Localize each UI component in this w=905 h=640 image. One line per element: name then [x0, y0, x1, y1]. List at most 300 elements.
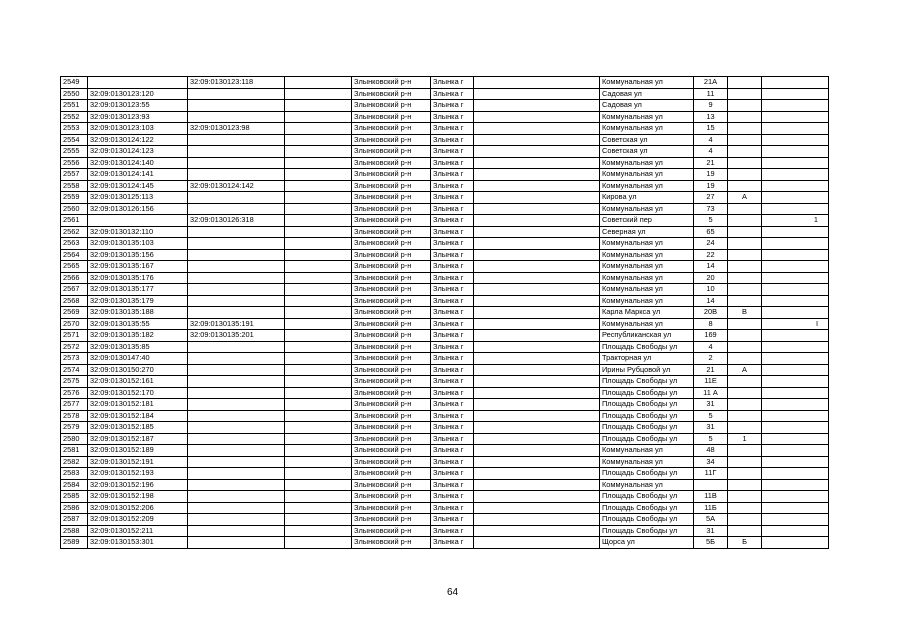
- cadastral-number: 32:09:0130147:40: [88, 353, 188, 365]
- cadastral-number-2: [188, 169, 285, 181]
- locality: Злынка г: [431, 456, 474, 468]
- locality: Злынка г: [431, 226, 474, 238]
- table-row: [61, 479, 829, 491]
- flag: [762, 192, 829, 204]
- house-number: 11Г: [694, 468, 728, 480]
- house-number: 14: [694, 295, 728, 307]
- table-row: [61, 249, 829, 261]
- locality: Злынка г: [431, 376, 474, 388]
- cadastral-number: 32:09:0130135:103: [88, 238, 188, 250]
- street: Коммунальная ул: [600, 203, 694, 215]
- cadastral-number: 32:09:0130126:156: [88, 203, 188, 215]
- empty-cell: [285, 318, 352, 330]
- house-letter: [728, 123, 762, 135]
- table-row: [61, 422, 829, 434]
- empty-cell: [285, 284, 352, 296]
- district: Злынковский р-н: [352, 433, 431, 445]
- empty-cell: [474, 433, 600, 445]
- flag: I: [762, 318, 829, 330]
- empty-cell: [474, 330, 600, 342]
- district: Злынковский р-н: [352, 307, 431, 319]
- empty-cell: [474, 180, 600, 192]
- flag: [762, 238, 829, 250]
- table-body: [61, 77, 829, 549]
- flag: [762, 261, 829, 273]
- street: Советская ул: [600, 134, 694, 146]
- locality: Злынка г: [431, 215, 474, 227]
- cadastral-number: 32:09:0130124:123: [88, 146, 188, 158]
- cadastral-number: 32:09:0130135:188: [88, 307, 188, 319]
- cadastral-number-2: [188, 249, 285, 261]
- district: Злынковский р-н: [352, 169, 431, 181]
- cadastral-number: 32:09:0130152:181: [88, 399, 188, 411]
- street: Щорса ул: [600, 537, 694, 549]
- flag: [762, 491, 829, 503]
- house-number: 21: [694, 157, 728, 169]
- flag: [762, 341, 829, 353]
- row-number: 2555: [61, 146, 88, 158]
- cadastral-number: 32:09:0130153:301: [88, 537, 188, 549]
- row-number: 2575: [61, 376, 88, 388]
- street: Площадь Свободы ул: [600, 387, 694, 399]
- table-row: [61, 111, 829, 123]
- district: Злынковский р-н: [352, 330, 431, 342]
- flag: [762, 157, 829, 169]
- empty-cell: [285, 77, 352, 89]
- district: Злынковский р-н: [352, 295, 431, 307]
- locality: Злынка г: [431, 479, 474, 491]
- empty-cell: [474, 295, 600, 307]
- table-row: [61, 88, 829, 100]
- empty-cell: [285, 169, 352, 181]
- row-number: 2574: [61, 364, 88, 376]
- district: Злынковский р-н: [352, 491, 431, 503]
- empty-cell: [474, 468, 600, 480]
- locality: Злынка г: [431, 330, 474, 342]
- flag: [762, 525, 829, 537]
- flag: [762, 249, 829, 261]
- empty-cell: [285, 399, 352, 411]
- empty-cell: [474, 272, 600, 284]
- house-letter: [728, 238, 762, 250]
- row-number: 2559: [61, 192, 88, 204]
- street: Площадь Свободы ул: [600, 491, 694, 503]
- street: Коммунальная ул: [600, 479, 694, 491]
- cadastral-number-2: [188, 238, 285, 250]
- row-number: 2558: [61, 180, 88, 192]
- district: Злынковский р-н: [352, 226, 431, 238]
- flag: [762, 134, 829, 146]
- cadastral-number: 32:09:0130135:55: [88, 318, 188, 330]
- locality: Злынка г: [431, 399, 474, 411]
- table-row: [61, 169, 829, 181]
- house-number: 9: [694, 100, 728, 112]
- table-row: [61, 433, 829, 445]
- cadastral-number: 32:09:0130152:191: [88, 456, 188, 468]
- house-letter: [728, 387, 762, 399]
- cadastral-number-2: [188, 307, 285, 319]
- empty-cell: [474, 226, 600, 238]
- cadastral-number: 32:09:0130124:145: [88, 180, 188, 192]
- table-row: [61, 192, 829, 204]
- street: Коммунальная ул: [600, 456, 694, 468]
- empty-cell: [285, 192, 352, 204]
- cadastral-number-2: [188, 226, 285, 238]
- house-letter: [728, 284, 762, 296]
- cadastral-number-2: [188, 261, 285, 273]
- district: Злынковский р-н: [352, 238, 431, 250]
- district: Злынковский р-н: [352, 134, 431, 146]
- flag: [762, 203, 829, 215]
- table-row: [61, 445, 829, 457]
- house-letter: [728, 491, 762, 503]
- empty-cell: [285, 238, 352, 250]
- row-number: 2556: [61, 157, 88, 169]
- district: Злынковский р-н: [352, 146, 431, 158]
- locality: Злынка г: [431, 111, 474, 123]
- row-number: 2562: [61, 226, 88, 238]
- row-number: 2576: [61, 387, 88, 399]
- row-number: 2572: [61, 341, 88, 353]
- cadastral-number-2: [188, 387, 285, 399]
- locality: Злынка г: [431, 180, 474, 192]
- row-number: 2570: [61, 318, 88, 330]
- locality: Злынка г: [431, 100, 474, 112]
- row-number: 2565: [61, 261, 88, 273]
- locality: Злынка г: [431, 134, 474, 146]
- table-row: [61, 261, 829, 273]
- row-number: 2577: [61, 399, 88, 411]
- street: Ирины Рубцовой ул: [600, 364, 694, 376]
- table-row: [61, 100, 829, 112]
- cadastral-number-2: [188, 295, 285, 307]
- flag: [762, 272, 829, 284]
- district: Злынковский р-н: [352, 272, 431, 284]
- flag: [762, 502, 829, 514]
- empty-cell: [285, 341, 352, 353]
- cadastral-number: 32:09:0130135:85: [88, 341, 188, 353]
- cadastral-number: 32:09:0130124:140: [88, 157, 188, 169]
- cadastral-number-2: [188, 341, 285, 353]
- empty-cell: [474, 514, 600, 526]
- district: Злынковский р-н: [352, 249, 431, 261]
- house-number: 24: [694, 238, 728, 250]
- cadastral-number: 32:09:0130135:156: [88, 249, 188, 261]
- cadastral-number: 32:09:0130123:93: [88, 111, 188, 123]
- flag: [762, 445, 829, 457]
- locality: Злынка г: [431, 537, 474, 549]
- row-number: 2580: [61, 433, 88, 445]
- house-number: 4: [694, 134, 728, 146]
- locality: Злынка г: [431, 307, 474, 319]
- house-number: 73: [694, 203, 728, 215]
- empty-cell: [474, 456, 600, 468]
- empty-cell: [474, 100, 600, 112]
- cadastral-number-2: [188, 537, 285, 549]
- locality: Злынка г: [431, 364, 474, 376]
- house-letter: [728, 169, 762, 181]
- cadastral-number-2: [188, 399, 285, 411]
- row-number: 2583: [61, 468, 88, 480]
- table-row: [61, 295, 829, 307]
- empty-cell: [474, 410, 600, 422]
- cadastral-number: 32:09:0130152:209: [88, 514, 188, 526]
- empty-cell: [285, 387, 352, 399]
- empty-cell: [285, 100, 352, 112]
- house-letter: [728, 410, 762, 422]
- cadastral-number-2: [188, 456, 285, 468]
- house-number: 21А: [694, 77, 728, 89]
- cadastral-number-2: [188, 111, 285, 123]
- empty-cell: [285, 272, 352, 284]
- house-letter: [728, 330, 762, 342]
- cadastral-number-2: [188, 272, 285, 284]
- row-number: 2584: [61, 479, 88, 491]
- cadastral-number: 32:09:0130150:270: [88, 364, 188, 376]
- house-number: 5: [694, 433, 728, 445]
- house-letter: [728, 456, 762, 468]
- cadastral-number: 32:09:0130125:113: [88, 192, 188, 204]
- table-row: [61, 123, 829, 135]
- house-letter: [728, 341, 762, 353]
- cadastral-number: 32:09:0130123:120: [88, 88, 188, 100]
- register-table: [60, 76, 829, 549]
- house-number: 10: [694, 284, 728, 296]
- empty-cell: [474, 387, 600, 399]
- district: Злынковский р-н: [352, 364, 431, 376]
- row-number: 2573: [61, 353, 88, 365]
- empty-cell: [474, 376, 600, 388]
- house-number: 2: [694, 353, 728, 365]
- cadastral-number-2: [188, 192, 285, 204]
- table-row: [61, 502, 829, 514]
- cadastral-number-2: [188, 433, 285, 445]
- cadastral-number-2: [188, 445, 285, 457]
- street: Коммунальная ул: [600, 180, 694, 192]
- house-letter: [728, 525, 762, 537]
- district: Злынковский р-н: [352, 399, 431, 411]
- house-letter: [728, 157, 762, 169]
- empty-cell: [474, 88, 600, 100]
- table-row: [61, 330, 829, 342]
- empty-cell: [285, 479, 352, 491]
- empty-cell: [474, 445, 600, 457]
- empty-cell: [285, 468, 352, 480]
- cadastral-number: 32:09:0130152:187: [88, 433, 188, 445]
- house-number: 169: [694, 330, 728, 342]
- flag: [762, 123, 829, 135]
- district: Злынковский р-н: [352, 100, 431, 112]
- row-number: 2560: [61, 203, 88, 215]
- house-letter: В: [728, 307, 762, 319]
- district: Злынковский р-н: [352, 514, 431, 526]
- district: Злынковский р-н: [352, 123, 431, 135]
- row-number: 2587: [61, 514, 88, 526]
- row-number: 2564: [61, 249, 88, 261]
- cadastral-number: 32:09:0130152:184: [88, 410, 188, 422]
- house-letter: А: [728, 192, 762, 204]
- locality: Злынка г: [431, 502, 474, 514]
- table-row: [61, 456, 829, 468]
- flag: [762, 111, 829, 123]
- district: Злынковский р-н: [352, 422, 431, 434]
- empty-cell: [285, 525, 352, 537]
- table-row: [61, 537, 829, 549]
- empty-cell: [285, 376, 352, 388]
- locality: Злынка г: [431, 157, 474, 169]
- locality: Злынка г: [431, 249, 474, 261]
- locality: Злынка г: [431, 261, 474, 273]
- district: Злынковский р-н: [352, 479, 431, 491]
- locality: Злынка г: [431, 318, 474, 330]
- cadastral-number-2: [188, 134, 285, 146]
- empty-cell: [474, 537, 600, 549]
- house-number: 15: [694, 123, 728, 135]
- cadastral-number: 32:09:0130135:179: [88, 295, 188, 307]
- cadastral-number-2: 32:09:0130124:142: [188, 180, 285, 192]
- district: Злынковский р-н: [352, 410, 431, 422]
- house-number: 20: [694, 272, 728, 284]
- flag: [762, 479, 829, 491]
- row-number: 2561: [61, 215, 88, 227]
- district: Злынковский р-н: [352, 157, 431, 169]
- flag: [762, 226, 829, 238]
- locality: Злынка г: [431, 341, 474, 353]
- empty-cell: [285, 422, 352, 434]
- empty-cell: [285, 330, 352, 342]
- house-letter: 1: [728, 433, 762, 445]
- district: Злынковский р-н: [352, 88, 431, 100]
- flag: [762, 376, 829, 388]
- empty-cell: [285, 88, 352, 100]
- house-number: 11: [694, 88, 728, 100]
- empty-cell: [474, 192, 600, 204]
- empty-cell: [474, 261, 600, 273]
- cadastral-number-2: [188, 422, 285, 434]
- empty-cell: [285, 146, 352, 158]
- cadastral-number-2: [188, 100, 285, 112]
- empty-cell: [474, 502, 600, 514]
- house-letter: [728, 445, 762, 457]
- table-row: [61, 353, 829, 365]
- cadastral-number-2: 32:09:0130126:318: [188, 215, 285, 227]
- house-letter: [728, 215, 762, 227]
- empty-cell: [474, 284, 600, 296]
- table-row: [61, 341, 829, 353]
- row-number: 2549: [61, 77, 88, 89]
- empty-cell: [474, 134, 600, 146]
- flag: [762, 295, 829, 307]
- house-letter: [728, 180, 762, 192]
- district: Злынковский р-н: [352, 502, 431, 514]
- row-number: 2588: [61, 525, 88, 537]
- cadastral-number-2: [188, 364, 285, 376]
- flag: [762, 77, 829, 89]
- house-number: 27: [694, 192, 728, 204]
- row-number: 2557: [61, 169, 88, 181]
- flag: [762, 284, 829, 296]
- house-letter: [728, 203, 762, 215]
- cadastral-number-2: [188, 203, 285, 215]
- street: Площадь Свободы ул: [600, 514, 694, 526]
- row-number: 2552: [61, 111, 88, 123]
- street: Площадь Свободы ул: [600, 341, 694, 353]
- empty-cell: [474, 318, 600, 330]
- empty-cell: [285, 514, 352, 526]
- table-row: [61, 525, 829, 537]
- flag: [762, 468, 829, 480]
- empty-cell: [474, 215, 600, 227]
- row-number: 2553: [61, 123, 88, 135]
- flag: [762, 456, 829, 468]
- street: Коммунальная ул: [600, 284, 694, 296]
- row-number: 2586: [61, 502, 88, 514]
- locality: Злынка г: [431, 192, 474, 204]
- table-row: [61, 318, 829, 330]
- locality: Злынка г: [431, 295, 474, 307]
- cadastral-number: 32:09:0130123:103: [88, 123, 188, 135]
- empty-cell: [285, 157, 352, 169]
- cadastral-number-2: [188, 502, 285, 514]
- cadastral-number: 32:09:0130124:141: [88, 169, 188, 181]
- locality: Злынка г: [431, 433, 474, 445]
- empty-cell: [474, 111, 600, 123]
- house-number: 5: [694, 410, 728, 422]
- cadastral-number: 32:09:0130152:161: [88, 376, 188, 388]
- empty-cell: [285, 445, 352, 457]
- locality: Злынка г: [431, 203, 474, 215]
- house-number: 19: [694, 180, 728, 192]
- empty-cell: [474, 157, 600, 169]
- cadastral-number: 32:09:0130152:170: [88, 387, 188, 399]
- table-row: [61, 410, 829, 422]
- street: Коммунальная ул: [600, 111, 694, 123]
- empty-cell: [474, 238, 600, 250]
- street: Коммунальная ул: [600, 261, 694, 273]
- house-letter: [728, 111, 762, 123]
- table-row: [61, 387, 829, 399]
- street: Коммунальная ул: [600, 169, 694, 181]
- empty-cell: [474, 249, 600, 261]
- house-letter: [728, 272, 762, 284]
- table-row: [61, 272, 829, 284]
- street: Республиканская ул: [600, 330, 694, 342]
- district: Злынковский р-н: [352, 318, 431, 330]
- locality: Злынка г: [431, 445, 474, 457]
- street: Коммунальная ул: [600, 238, 694, 250]
- cadastral-number-2: 32:09:0130135:201: [188, 330, 285, 342]
- street: Коммунальная ул: [600, 318, 694, 330]
- house-letter: [728, 249, 762, 261]
- flag: [762, 169, 829, 181]
- house-number: 11Б: [694, 502, 728, 514]
- flag: [762, 364, 829, 376]
- flag: [762, 537, 829, 549]
- empty-cell: [285, 353, 352, 365]
- cadastral-number: 32:09:0130132:110: [88, 226, 188, 238]
- row-number: 2585: [61, 491, 88, 503]
- house-letter: [728, 468, 762, 480]
- locality: Злынка г: [431, 88, 474, 100]
- empty-cell: [285, 456, 352, 468]
- cadastral-number: 32:09:0130152:189: [88, 445, 188, 457]
- house-number: 5Б: [694, 537, 728, 549]
- street: Площадь Свободы ул: [600, 399, 694, 411]
- street: Площадь Свободы ул: [600, 468, 694, 480]
- cadastral-number-2: [188, 88, 285, 100]
- house-number: 31: [694, 525, 728, 537]
- locality: Злынка г: [431, 525, 474, 537]
